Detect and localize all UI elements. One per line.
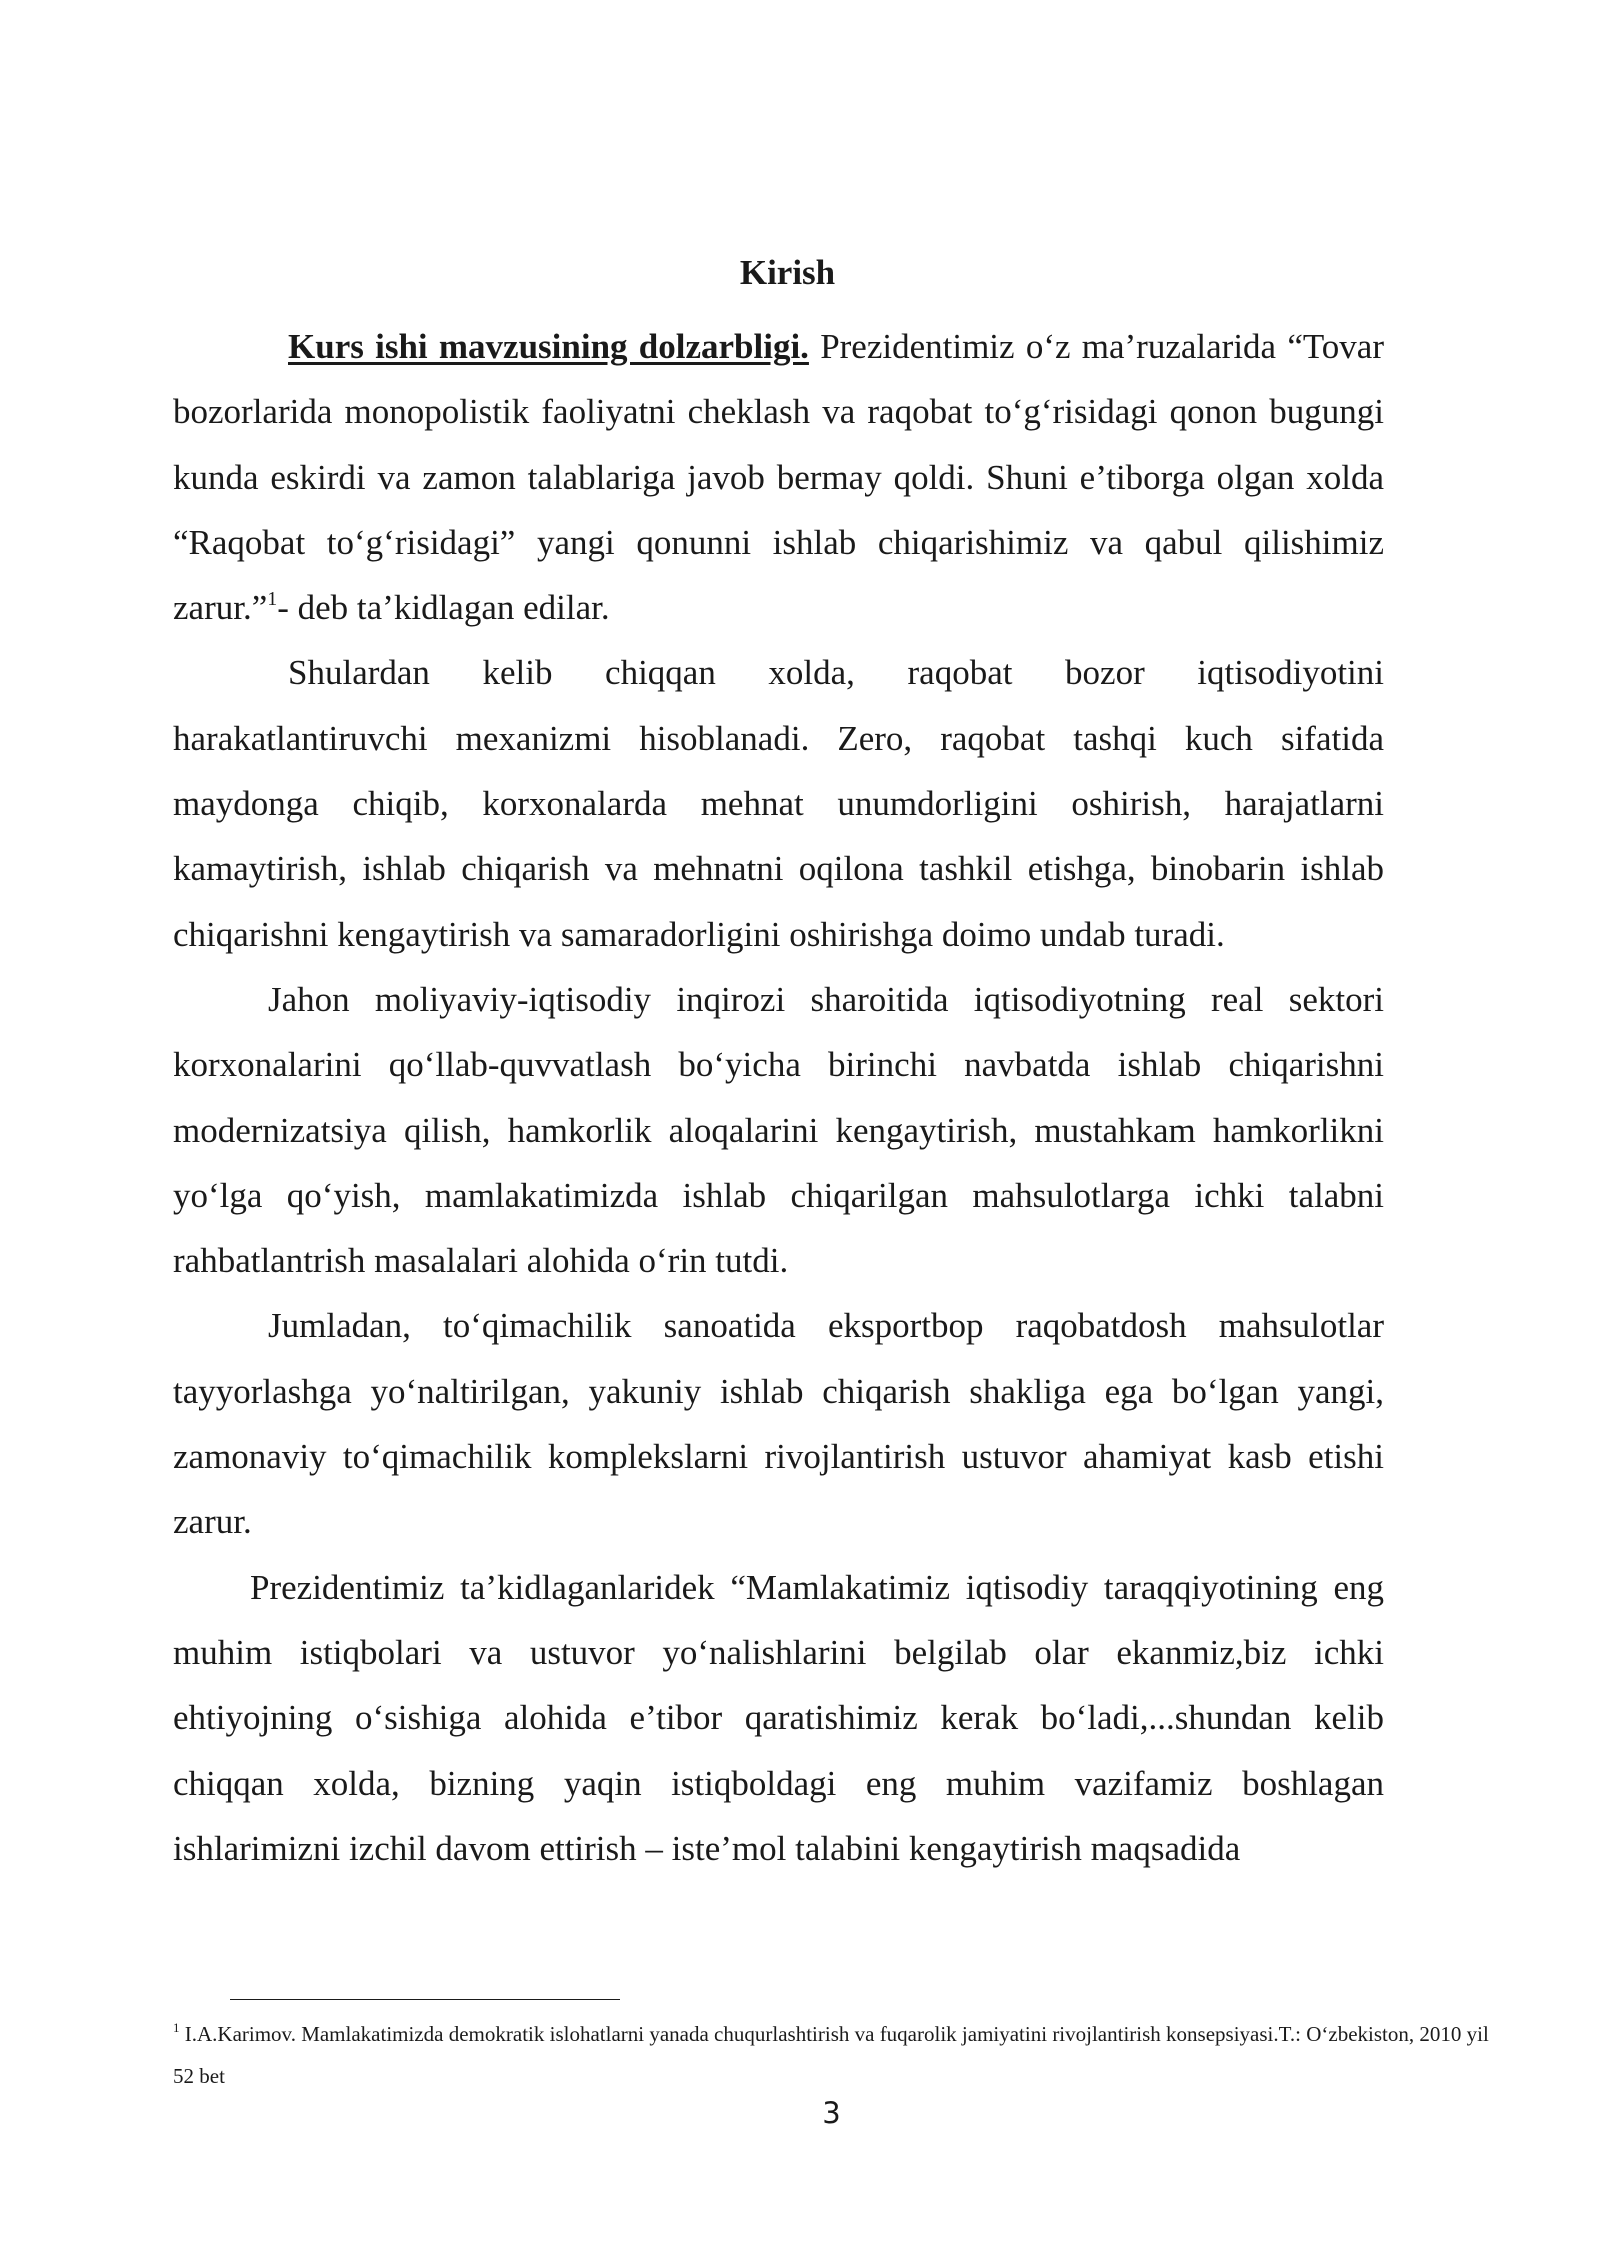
page-number: 3 xyxy=(822,2096,841,2130)
footnote-reference[interactable]: 1 xyxy=(267,588,278,611)
paragraph-5: Prezidentimiz ta’kidlaganlaridek “Mamlakatimiz iqtisodiy taraqqiyotining eng muhim istiqbolari va ustuvor yo‘nalishlarini belgilab olar ekanmiz,biz ichki ehtiyojning o‘sishiga alohida e’tibor qaratishimiz kerak bo‘ladi,...shundan kelib chiqqan xolda, bizning yaqin istiqboldagi eng muhim vazifamiz boshlagan ishlarimizni izchil davom ettirish – iste’mol talabini kengaytirish maqsadida xyxy=(173,1567,1384,1868)
paragraph-1-tail: - deb ta’kidlagan edilar. xyxy=(277,588,610,628)
paragraph-4: Jumladan, to‘qimachilik sanoatida eksportbop raqobatdosh mahsulotlar tayyorlashga yo‘naltirilgan, yakuniy ishlab chiqarish shakliga ega bo‘lgan yangi, zamonaviy to‘qimachilik komplekslarni rivojlantirish ustuvor ahamiyat kasb etishi zarur. xyxy=(173,1306,1384,1542)
paragraph-3: Jahon moliyaviy-iqtisodiy inqirozi sharoitida iqtisodiyotning real sektori korxonalarini qo‘llab-quvvatlash bo‘yicha birinchi navbatda ishlab chiqarishni modernizatsiya qilish, hamkorlik aloqalarini kengaytirish, mustahkam hamkorlikni yo‘lga qo‘yish, mamlakatimizda ishlab chiqarilgan mahsulotlarga ichki talabni rahbatlantrish masalalari alohida o‘rin tutdi. xyxy=(173,979,1384,1281)
paragraph-2: Shulardan kelib chiqqan xolda, raqobat bozor iqtisodiyotini harakatlantiruvchi mexanizmi hisoblanadi. Zero, raqobat tashqi kuch sifatida maydonga chiqib, korxonalarda mehnat unumdorligini oshirish, harajatlarni kamaytirish, ishlab chiqarish va mehnatni oqilona tashkil etishga, binobarin ishlab chiqarishni kengaytirish va samaradorligini oshirishga doimo undab turadi. xyxy=(173,653,1384,954)
paragraph-1 xyxy=(173,314,1384,640)
footnote-separator xyxy=(230,1999,620,2000)
page-title: Kirish xyxy=(739,253,836,292)
footnote-marker: 1 xyxy=(173,2020,180,2035)
footnote-text: I.A.Karimov. Mamlakatimizda demokratik islohatlarni yanada chuqurlashtirish va fuqarolik jamiyatini rivojlantirish konsepsiyasi.T.: O‘zbekiston, 2010 yil 52 bet xyxy=(173,2022,1489,2088)
footnote xyxy=(173,2013,1503,2097)
paragraph-1-text: Prezidentimiz o‘z ma’ruzalarida “Tovar bozorlarida monopolistik faoliyatni cheklash va raqobat to‘g‘risidagi qonon bugungi kunda eskirdi va zamon talablariga javob bermay qoldi. Shuni e’tiborga olgan xolda “Raqobat to‘g‘risidagi” yangi qonunni ishlab chiqarishimiz va qabul qilishimiz zarur.” xyxy=(173,327,1384,628)
section-lead-heading: Kurs ishi mavzusining dolzarbligi. xyxy=(288,327,809,366)
body-text xyxy=(173,314,1384,1881)
